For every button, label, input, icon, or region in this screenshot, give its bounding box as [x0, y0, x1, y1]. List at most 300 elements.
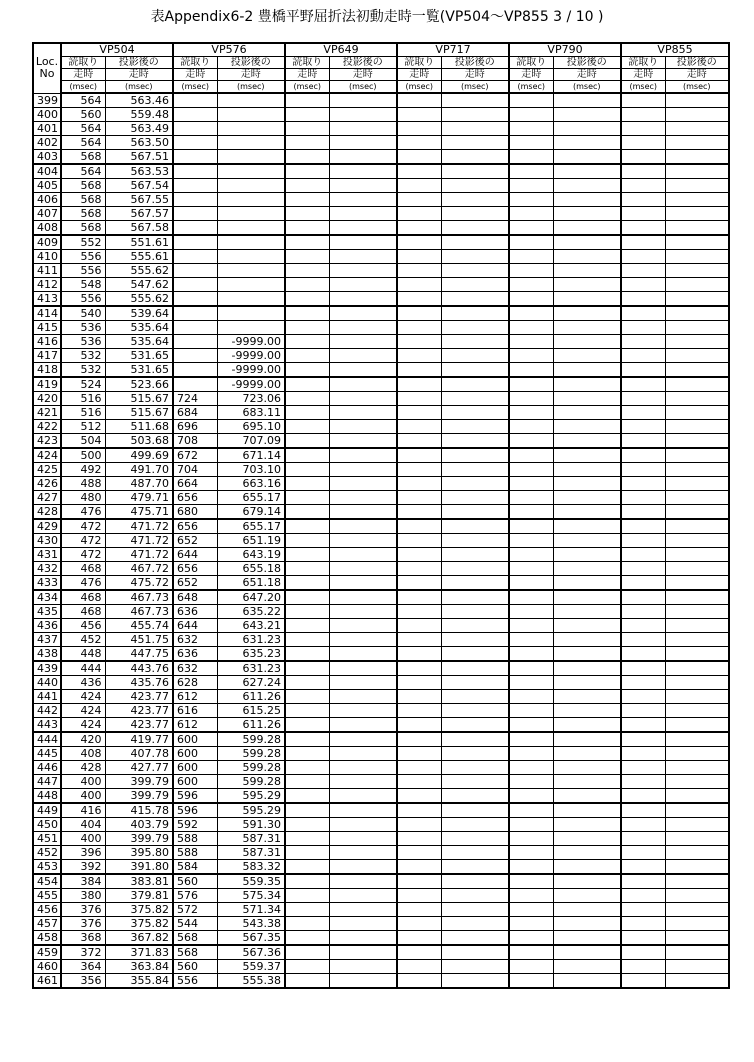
vp576-read-cell: 600: [173, 732, 217, 747]
vp855-projected-cell: [665, 235, 729, 250]
vp504-read-cell: 488: [61, 477, 105, 491]
table-row: [33, 278, 729, 292]
vp855-read-cell: [621, 931, 665, 946]
vp717-read-cell: [397, 150, 441, 165]
loc-number-cell: 409: [33, 235, 61, 250]
vp504-projected-cell: 563.53: [105, 164, 173, 179]
loc-number-cell: 458: [33, 931, 61, 946]
vp649-read-cell: [285, 164, 329, 179]
vp717-projected-cell: [441, 505, 509, 520]
vp-header-649: VP649: [285, 43, 397, 57]
vp717-projected-cell: [441, 534, 509, 548]
loc-number-cell: 412: [33, 278, 61, 292]
vp855-read-cell: [621, 874, 665, 889]
vp855-read-cell: [621, 619, 665, 633]
vp790-projected-cell: [553, 321, 621, 335]
vp855-projected-cell: [665, 889, 729, 903]
document-title: 表Appendix6-2 豊橋平野屈折法初動走時一覧(VP504～VP855 3 / 10 ): [150, 9, 604, 25]
vp717-projected-cell: [441, 235, 509, 250]
vp855-read-cell: [621, 491, 665, 505]
vp855-projected-cell: [665, 519, 729, 534]
table-body: [33, 93, 729, 988]
vp717-read-cell: [397, 874, 441, 889]
table-row: [33, 306, 729, 321]
vp649-projected-cell: [329, 235, 397, 250]
vp649-projected-cell: [329, 491, 397, 505]
vp855-read-cell: [621, 832, 665, 846]
vp649-read-cell: [285, 903, 329, 917]
vp576-projected-cell: 611.26: [217, 718, 285, 733]
vp649-read-cell: [285, 463, 329, 477]
table-row: [33, 363, 729, 378]
vp855-projected-cell: [665, 789, 729, 804]
vp717-projected-cell: [441, 846, 509, 860]
vp649-projected-cell: [329, 704, 397, 718]
vp855-read-cell: [621, 250, 665, 264]
vp717-read-cell: [397, 392, 441, 406]
vp717-projected-cell: [441, 150, 509, 165]
vp649-projected-cell: [329, 519, 397, 534]
vp504-projected-cell: 511.68: [105, 420, 173, 434]
vp790-read-cell: [509, 931, 553, 946]
vp790-projected-cell: [553, 122, 621, 136]
table-row: [33, 448, 729, 463]
vp855-projected-cell: [665, 292, 729, 307]
vp855-read-cell: [621, 505, 665, 520]
vp855-projected-cell: [665, 122, 729, 136]
table-row: [33, 179, 729, 193]
vp576-projected-cell: 567.36: [217, 945, 285, 960]
vp790-projected-cell: [553, 164, 621, 179]
loc-number-cell: 454: [33, 874, 61, 889]
proj-label-line1: 投影後の: [329, 57, 397, 69]
vp504-read-cell: 420: [61, 732, 105, 747]
vp717-projected-cell: [441, 122, 509, 136]
vp717-projected-cell: [441, 889, 509, 903]
vp855-projected-cell: [665, 363, 729, 378]
vp717-projected-cell: [441, 775, 509, 789]
loc-number-cell: 422: [33, 420, 61, 434]
vp649-read-cell: [285, 917, 329, 931]
vp504-read-cell: 560: [61, 108, 105, 122]
vp504-projected-cell: 567.54: [105, 179, 173, 193]
read-label-line1: 読取り: [61, 57, 105, 69]
vp576-projected-cell: 559.35: [217, 874, 285, 889]
vp717-projected-cell: [441, 818, 509, 832]
read-label-line1: 読取り: [285, 57, 329, 69]
vp649-projected-cell: [329, 889, 397, 903]
vp576-projected-cell: [217, 93, 285, 108]
vp576-projected-cell: [217, 193, 285, 207]
vp576-read-cell: 704: [173, 463, 217, 477]
vp504-read-cell: 424: [61, 704, 105, 718]
table-row: [33, 633, 729, 647]
vp576-projected-cell: 559.37: [217, 960, 285, 974]
vp790-read-cell: [509, 960, 553, 974]
vp576-projected-cell: 543.38: [217, 917, 285, 931]
vp717-projected-cell: [441, 661, 509, 676]
loc-number-cell: 448: [33, 789, 61, 804]
vp790-projected-cell: [553, 832, 621, 846]
vp717-projected-cell: [441, 93, 509, 108]
vp649-read-cell: [285, 179, 329, 193]
vp649-projected-cell: [329, 93, 397, 108]
proj-label-line2: 走時: [665, 69, 729, 81]
table-row: [33, 747, 729, 761]
table-row: [33, 193, 729, 207]
vp649-projected-cell: [329, 775, 397, 789]
vp649-read-cell: [285, 860, 329, 875]
table-row: [33, 534, 729, 548]
vp504-read-cell: 356: [61, 974, 105, 989]
vp576-projected-cell: [217, 221, 285, 236]
vp504-read-cell: 472: [61, 548, 105, 562]
vp790-read-cell: [509, 108, 553, 122]
vp717-projected-cell: [441, 292, 509, 307]
vp717-projected-cell: [441, 860, 509, 875]
vp576-read-cell: [173, 335, 217, 349]
read-unit-label: (msec): [173, 81, 217, 94]
table-row: [33, 434, 729, 449]
vp576-read-cell: [173, 221, 217, 236]
vp649-read-cell: [285, 193, 329, 207]
vp717-projected-cell: [441, 917, 509, 931]
vp790-read-cell: [509, 917, 553, 931]
proj-label-line1: 投影後の: [105, 57, 173, 69]
vp855-projected-cell: [665, 704, 729, 718]
vp576-read-cell: 656: [173, 519, 217, 534]
vp649-read-cell: [285, 108, 329, 122]
vp790-projected-cell: [553, 250, 621, 264]
vp855-projected-cell: [665, 321, 729, 335]
vp504-projected-cell: 567.58: [105, 221, 173, 236]
vp504-projected-cell: 435.76: [105, 676, 173, 690]
vp576-read-cell: 556: [173, 974, 217, 989]
vp855-read-cell: [621, 278, 665, 292]
vp717-read-cell: [397, 406, 441, 420]
loc-number-cell: 435: [33, 605, 61, 619]
vp717-projected-cell: [441, 605, 509, 619]
vp576-projected-cell: 595.29: [217, 789, 285, 804]
vp649-read-cell: [285, 718, 329, 733]
vp717-projected-cell: [441, 832, 509, 846]
vp649-projected-cell: [329, 420, 397, 434]
proj-unit-label: (msec): [217, 81, 285, 94]
vp504-read-cell: 516: [61, 392, 105, 406]
vp855-projected-cell: [665, 264, 729, 278]
vp717-projected-cell: [441, 945, 509, 960]
vp855-read-cell: [621, 221, 665, 236]
vp790-read-cell: [509, 832, 553, 846]
vp649-projected-cell: [329, 250, 397, 264]
vp717-read-cell: [397, 974, 441, 989]
vp717-read-cell: [397, 377, 441, 392]
vp649-projected-cell: [329, 278, 397, 292]
vp576-read-cell: 672: [173, 448, 217, 463]
vp649-projected-cell: [329, 846, 397, 860]
vp855-read-cell: [621, 846, 665, 860]
table-row: [33, 164, 729, 179]
vp717-projected-cell: [441, 931, 509, 946]
read-label-line1: 読取り: [509, 57, 553, 69]
vp717-projected-cell: [441, 463, 509, 477]
vp576-read-cell: 612: [173, 718, 217, 733]
table-row: [33, 93, 729, 108]
vp790-read-cell: [509, 974, 553, 989]
vp576-projected-cell: -9999.00: [217, 377, 285, 392]
vp649-read-cell: [285, 605, 329, 619]
vp576-projected-cell: 599.28: [217, 732, 285, 747]
vp790-projected-cell: [553, 789, 621, 804]
vp855-projected-cell: [665, 164, 729, 179]
vp717-read-cell: [397, 349, 441, 363]
vp649-projected-cell: [329, 803, 397, 818]
vp504-read-cell: 400: [61, 775, 105, 789]
vp576-read-cell: 576: [173, 889, 217, 903]
vp790-projected-cell: [553, 562, 621, 576]
vp649-read-cell: [285, 122, 329, 136]
vp649-projected-cell: [329, 874, 397, 889]
table-row: [33, 647, 729, 662]
loc-number-cell: 457: [33, 917, 61, 931]
vp790-read-cell: [509, 122, 553, 136]
vp717-read-cell: [397, 278, 441, 292]
loc-number-cell: 407: [33, 207, 61, 221]
table-row: [33, 292, 729, 307]
table-row: [33, 235, 729, 250]
loc-number-cell: 416: [33, 335, 61, 349]
vp576-projected-cell: 567.35: [217, 931, 285, 946]
vp790-read-cell: [509, 193, 553, 207]
vp576-projected-cell: 671.14: [217, 448, 285, 463]
vp504-projected-cell: 547.62: [105, 278, 173, 292]
vp790-projected-cell: [553, 306, 621, 321]
vp855-projected-cell: [665, 136, 729, 150]
vp649-read-cell: [285, 676, 329, 690]
table-row: [33, 576, 729, 591]
vp790-projected-cell: [553, 718, 621, 733]
vp717-read-cell: [397, 306, 441, 321]
vp855-projected-cell: [665, 676, 729, 690]
loc-number-cell: 411: [33, 264, 61, 278]
vp504-read-cell: 436: [61, 676, 105, 690]
vp576-projected-cell: 575.34: [217, 889, 285, 903]
vp717-projected-cell: [441, 207, 509, 221]
vp504-projected-cell: 455.74: [105, 619, 173, 633]
vp-header-855: VP855: [621, 43, 729, 57]
vp855-read-cell: [621, 179, 665, 193]
vp649-read-cell: [285, 264, 329, 278]
vp504-projected-cell: 447.75: [105, 647, 173, 662]
vp790-read-cell: [509, 377, 553, 392]
vp855-read-cell: [621, 661, 665, 676]
vp855-read-cell: [621, 420, 665, 434]
vp855-read-cell: [621, 974, 665, 989]
unit-row: [33, 81, 729, 94]
vp576-read-cell: 652: [173, 534, 217, 548]
vp649-read-cell: [285, 406, 329, 420]
vp576-projected-cell: [217, 250, 285, 264]
vp717-read-cell: [397, 647, 441, 662]
vp790-read-cell: [509, 321, 553, 335]
proj-unit-label: (msec): [105, 81, 173, 94]
vp504-projected-cell: 467.73: [105, 605, 173, 619]
vp504-projected-cell: 559.48: [105, 108, 173, 122]
vp576-read-cell: 616: [173, 704, 217, 718]
vp504-projected-cell: 535.64: [105, 321, 173, 335]
vp855-read-cell: [621, 448, 665, 463]
vp855-projected-cell: [665, 150, 729, 165]
vp717-read-cell: [397, 477, 441, 491]
vp504-read-cell: 512: [61, 420, 105, 434]
vp790-read-cell: [509, 221, 553, 236]
vp855-projected-cell: [665, 590, 729, 605]
vp717-projected-cell: [441, 264, 509, 278]
vp790-projected-cell: [553, 207, 621, 221]
vp855-read-cell: [621, 747, 665, 761]
vp790-projected-cell: [553, 349, 621, 363]
loc-number-cell: 452: [33, 846, 61, 860]
vp504-read-cell: 532: [61, 349, 105, 363]
table-row: [33, 108, 729, 122]
vp855-read-cell: [621, 605, 665, 619]
vp790-read-cell: [509, 136, 553, 150]
vp855-projected-cell: [665, 335, 729, 349]
table-row: [33, 718, 729, 733]
vp504-read-cell: 568: [61, 179, 105, 193]
vp504-read-cell: 372: [61, 945, 105, 960]
vp790-read-cell: [509, 250, 553, 264]
vp576-projected-cell: 615.25: [217, 704, 285, 718]
vp576-read-cell: 584: [173, 860, 217, 875]
vp717-read-cell: [397, 818, 441, 832]
read-label-line2: 走時: [397, 69, 441, 81]
loc-number-cell: 403: [33, 150, 61, 165]
vp504-projected-cell: 555.61: [105, 250, 173, 264]
vp717-read-cell: [397, 903, 441, 917]
loc-number-cell: 426: [33, 477, 61, 491]
loc-number-cell: 453: [33, 860, 61, 875]
table-row: [33, 661, 729, 676]
vp790-read-cell: [509, 406, 553, 420]
vp855-projected-cell: [665, 633, 729, 647]
vp504-read-cell: 536: [61, 335, 105, 349]
proj-unit-label: (msec): [665, 81, 729, 94]
table-row: [33, 349, 729, 363]
vp504-projected-cell: 567.57: [105, 207, 173, 221]
vp790-read-cell: [509, 889, 553, 903]
vp504-projected-cell: 363.84: [105, 960, 173, 974]
vp504-projected-cell: 391.80: [105, 860, 173, 875]
vp855-projected-cell: [665, 207, 729, 221]
vp504-projected-cell: 535.64: [105, 335, 173, 349]
vp649-read-cell: [285, 647, 329, 662]
vp790-read-cell: [509, 619, 553, 633]
vp649-read-cell: [285, 136, 329, 150]
vp717-projected-cell: [441, 179, 509, 193]
vp576-projected-cell: 683.11: [217, 406, 285, 420]
vp576-read-cell: [173, 292, 217, 307]
vp790-projected-cell: [553, 477, 621, 491]
vp855-projected-cell: [665, 349, 729, 363]
vp855-read-cell: [621, 718, 665, 733]
vp649-read-cell: [285, 945, 329, 960]
vp855-projected-cell: [665, 534, 729, 548]
vp576-read-cell: 600: [173, 747, 217, 761]
vp649-projected-cell: [329, 903, 397, 917]
table-row: [33, 392, 729, 406]
vp576-projected-cell: [217, 264, 285, 278]
read-label-line2: 走時: [285, 69, 329, 81]
vp576-projected-cell: 595.29: [217, 803, 285, 818]
vp790-read-cell: [509, 761, 553, 775]
vp790-projected-cell: [553, 960, 621, 974]
vp790-read-cell: [509, 434, 553, 449]
vp576-read-cell: [173, 179, 217, 193]
traveltime-table: [32, 42, 730, 989]
vp855-projected-cell: [665, 732, 729, 747]
vp790-read-cell: [509, 903, 553, 917]
table-row: [33, 406, 729, 420]
vp504-read-cell: 456: [61, 619, 105, 633]
vp717-read-cell: [397, 789, 441, 804]
vp717-projected-cell: [441, 420, 509, 434]
vp717-read-cell: [397, 221, 441, 236]
vp504-read-cell: 568: [61, 193, 105, 207]
vp649-read-cell: [285, 747, 329, 761]
vp855-read-cell: [621, 860, 665, 875]
table-row: [33, 590, 729, 605]
vp576-projected-cell: [217, 164, 285, 179]
read-unit-label: (msec): [61, 81, 105, 94]
vp649-projected-cell: [329, 860, 397, 875]
vp855-read-cell: [621, 960, 665, 974]
vp576-read-cell: 656: [173, 491, 217, 505]
table-header: [33, 43, 729, 93]
vp855-projected-cell: [665, 505, 729, 520]
vp649-read-cell: [285, 761, 329, 775]
vp576-read-cell: 560: [173, 960, 217, 974]
vp855-read-cell: [621, 704, 665, 718]
table-row: [33, 207, 729, 221]
vp649-read-cell: [285, 250, 329, 264]
table-row: [33, 321, 729, 335]
vp576-projected-cell: 723.06: [217, 392, 285, 406]
read-label-line1: 読取り: [397, 57, 441, 69]
vp855-projected-cell: [665, 392, 729, 406]
vp717-projected-cell: [441, 590, 509, 605]
vp576-read-cell: 656: [173, 562, 217, 576]
vp576-read-cell: 588: [173, 846, 217, 860]
vp717-read-cell: [397, 576, 441, 591]
vp504-projected-cell: 451.75: [105, 633, 173, 647]
vp790-projected-cell: [553, 619, 621, 633]
table-row: [33, 931, 729, 946]
vp576-read-cell: [173, 377, 217, 392]
vp576-projected-cell: [217, 235, 285, 250]
vp576-projected-cell: 587.31: [217, 832, 285, 846]
vp576-read-cell: [173, 108, 217, 122]
loc-number-cell: 405: [33, 179, 61, 193]
loc-number-cell: 456: [33, 903, 61, 917]
vp855-projected-cell: [665, 803, 729, 818]
vp504-read-cell: 408: [61, 747, 105, 761]
table-row: [33, 889, 729, 903]
table-row: [33, 562, 729, 576]
vp717-read-cell: [397, 960, 441, 974]
vp649-projected-cell: [329, 505, 397, 520]
vp576-projected-cell: [217, 321, 285, 335]
